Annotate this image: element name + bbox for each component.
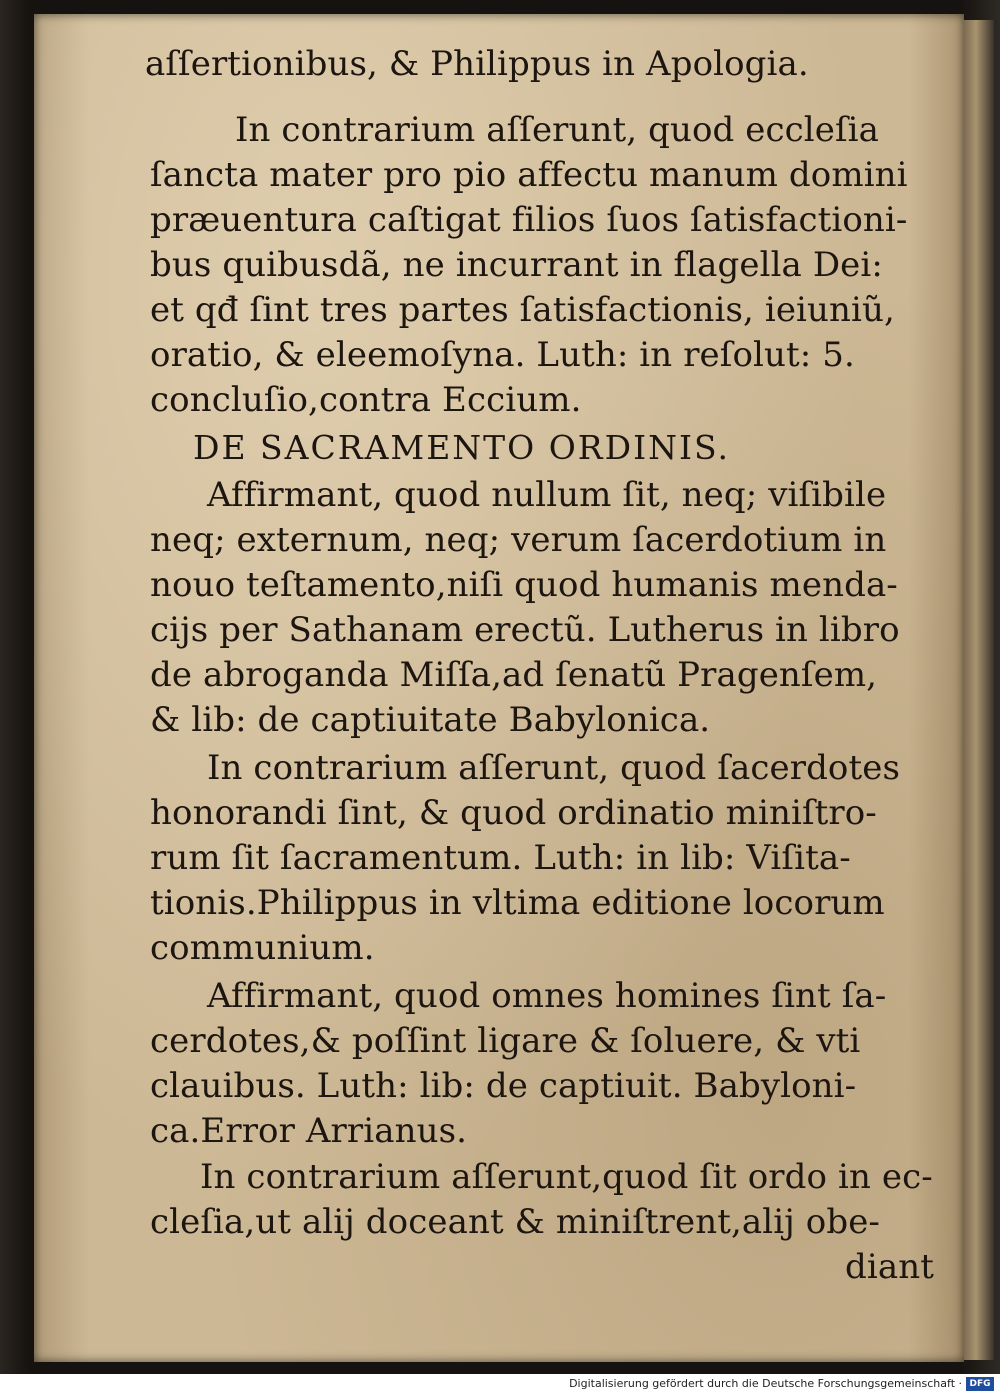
text-line: bus quibusdã, ne incurrant in flagella Dei: (150, 245, 883, 285)
text-line: de abroganda Miſſa,ad ſenatũ Pragenſem, (150, 655, 878, 695)
text-line: Affirmant, quod omnes homines ſint ſa‐ (207, 976, 887, 1016)
text-line: ſancta mater pro pio affectu manum domini (150, 155, 908, 195)
text-line: neq; externum, neq; verum ſacerdotium in (150, 520, 887, 560)
text-line: clauibus. Luth: lib: de captiuit. Babyloni‐ (150, 1066, 857, 1106)
text-line: aſſertionibus, & Philippus in Apologia. (145, 44, 809, 84)
text-line: & lib: de captiuitate Babylonica. (150, 700, 711, 740)
text-line: honorandi ſint, & quod ordinatio miniſtro‐ (150, 793, 877, 833)
text-line: concluſio,contra Eccium. (150, 380, 582, 420)
text-line: cerdotes,& poſſint ligare & ſoluere, & vti (150, 1021, 861, 1061)
funding-credit: Digitalisierung gefördert durch die Deutsche Forschungsgemeinschaft · (569, 1377, 962, 1390)
book-edge (964, 20, 994, 1360)
text-line: tionis.Philippus in vltima editione locorum (150, 883, 885, 923)
text-line: oratio, & eleemoſyna. Luth: in reſolut: 5. (150, 335, 855, 375)
text-line: Affirmant, quod nullum ſit, neq; viſibile (207, 475, 887, 515)
text-line: In contrarium aſſerunt, quod eccleſia (235, 110, 880, 150)
text-line: In contrarium aſſerunt, quod ſacerdotes (207, 748, 901, 788)
text-line: rum ſit ſacramentum. Luth: in lib: Viſita‐ (150, 838, 851, 878)
text-line: præuentura caſtigat filios ſuos ſatisfactioni‐ (150, 200, 908, 240)
text-line: cijs per Sathanam erectũ. Lutherus in libro (150, 610, 900, 650)
text-line: nouo teſtamento,niſi quod humanis menda‐ (150, 565, 898, 605)
text-line: communium. (150, 928, 375, 968)
section-heading: DE SACRAMENTO ORDINIS. (193, 428, 730, 467)
catchword: diant (845, 1247, 934, 1287)
dfg-logo: DFG (966, 1377, 994, 1391)
text-line: In contrarium aſſerunt,quod ſit ordo in ec‐ (200, 1157, 933, 1197)
text-line: ca.Error Arrianus. (150, 1111, 468, 1151)
text-line: et qđ ſint tres partes ſatisfactionis, ieiuniũ, (150, 290, 895, 330)
text-line: cleſia,ut alij doceant & miniſtrent,alij obe‐ (150, 1202, 881, 1242)
